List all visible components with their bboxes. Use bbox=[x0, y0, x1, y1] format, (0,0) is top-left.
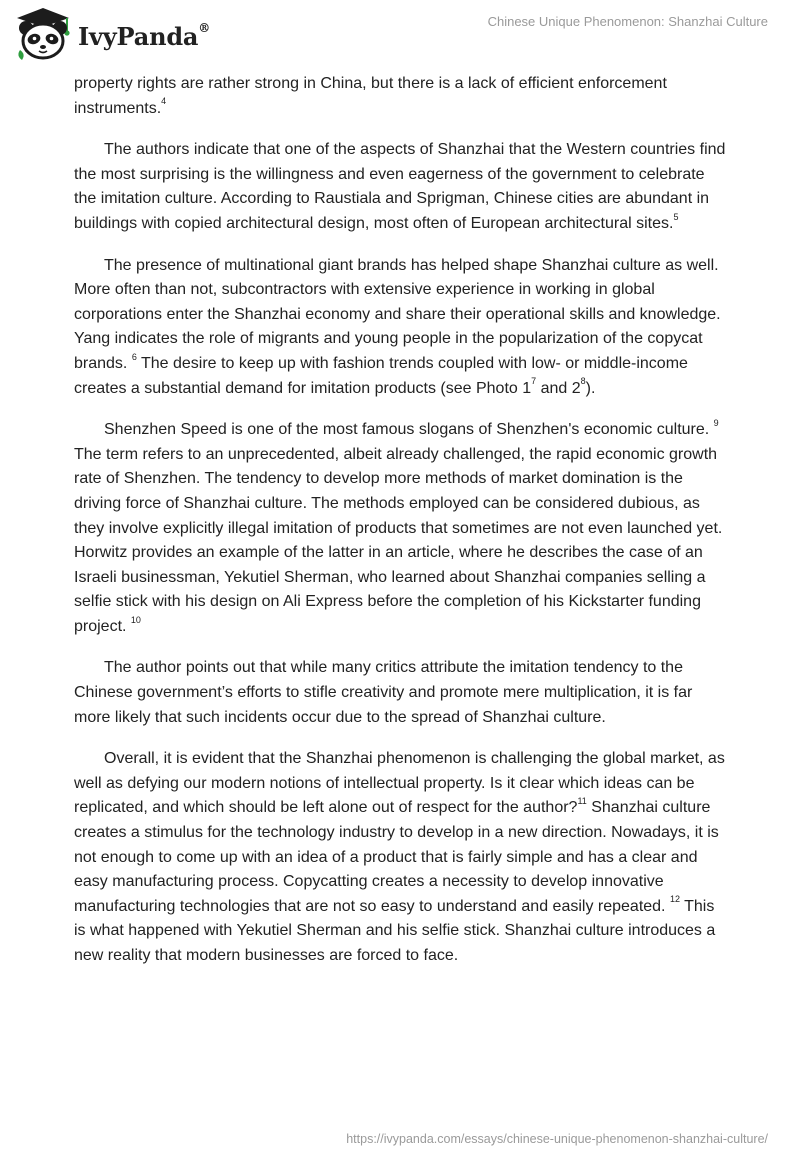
footnote-ref[interactable]: 5 bbox=[673, 211, 679, 222]
text-run: The authors indicate that one of the aspects of Shanzhai that the Western countries find the most surprising is the willingness and even eagerness of the government to celebrate the imitation culture. According to Raustiala and Sprigman, Chinese cities are abundant in buildings with copied architectural design, most often of European architectural sites. bbox=[74, 141, 726, 232]
footnote-ref[interactable]: 12 bbox=[669, 894, 680, 905]
essay-body bbox=[74, 72, 726, 986]
text-run: ). bbox=[585, 379, 596, 397]
page-header bbox=[0, 0, 800, 70]
source-url[interactable]: https://ivypanda.com/essays/chinese-unique-phenomenon-shanzhai-culture/ bbox=[346, 1132, 768, 1146]
document-title: Chinese Unique Phenomenon: Shanzhai Culture bbox=[487, 14, 768, 29]
footnote-ref[interactable]: 8 bbox=[580, 376, 586, 387]
paragraph bbox=[74, 747, 726, 968]
paragraph bbox=[74, 138, 726, 236]
footnote-ref[interactable]: 4 bbox=[161, 96, 167, 107]
footnote-ref[interactable]: 10 bbox=[130, 614, 141, 625]
footnote-ref[interactable]: 11 bbox=[577, 796, 587, 807]
ivypanda-logo[interactable] bbox=[14, 6, 274, 62]
footnote-ref[interactable]: 6 bbox=[131, 351, 137, 362]
panda-graduate-icon bbox=[14, 6, 72, 62]
brand-name: IvyPanda® bbox=[78, 21, 211, 51]
text-run: The term refers to an unprecedented, albeit already challenged, the rapid economic growth rate of Shenzhen. The tendency to develop more methods of market domination is the driving force of Shanzhai culture. The methods employed can be considered dubious, as they involve explicitly illegal imitation of products that sometimes are not even launched yet. Horwitz provides an example of the latter in an article, where he describes the case of an Israeli businessman, Yekutiel Sherman, who learned about Shanzhai companies selling a selfie stick with his design on Ali Express before the completion of his Kickstarter funding project. bbox=[74, 445, 723, 635]
text-run: property rights are rather strong in China, but there is a lack of efficient enforcement instruments. bbox=[74, 75, 667, 117]
text-run: The presence of multinational giant brands has helped shape Shanzhai culture as well. More often than not, subcontractors with extensive experience in working in global corporations enter the Shanzhai economy and share their operational skills and knowledge. Yang indicates the role of migrants and young people in the popularization of the copycat brands. bbox=[74, 256, 721, 372]
paragraph bbox=[74, 418, 726, 639]
text-run: The desire to keep up with fashion trends coupled with low- or middle-income creates a substantial demand for imitation products (see Photo 1 bbox=[74, 354, 688, 397]
text-run: Shanzhai culture creates a stimulus for the technology industry to develop in a new direction. Nowadays, it is not enough to come up with an idea of a product that is fairly simple and has a clear and easy manufacturing process. Copycatting creates a necessity to develop innovative manufacturing technologies that are not so easy to understand and easily repeated. bbox=[74, 799, 719, 915]
text-run: The author points out that while many critics attribute the imitation tendency to the Chinese government’s efforts to stifle creativity and promote mere multiplication, it is far more likely that such incidents occur due to the spread of Shanzhai culture. bbox=[74, 659, 693, 726]
text-run: and 2 bbox=[536, 379, 581, 397]
paragraph bbox=[74, 72, 726, 121]
text-run: This is what happened with Yekutiel Sherman and his selfie stick. Shanzhai culture introduces a new reality that modern businesses are forced to face. bbox=[74, 897, 716, 964]
footnote-ref[interactable]: 9 bbox=[713, 417, 719, 428]
paragraph bbox=[74, 254, 726, 402]
paragraph bbox=[74, 656, 726, 730]
footnote-ref[interactable]: 7 bbox=[531, 376, 537, 387]
text-run: Shenzhen Speed is one of the most famous slogans of Shenzhen's economic culture. bbox=[104, 421, 714, 439]
text-run: Overall, it is evident that the Shanzhai phenomenon is challenging the global market, as well as defying our modern notions of intellectual property. Is it clear which ideas can be replicated, and which should be left alone out of respect for the author? bbox=[74, 750, 725, 817]
